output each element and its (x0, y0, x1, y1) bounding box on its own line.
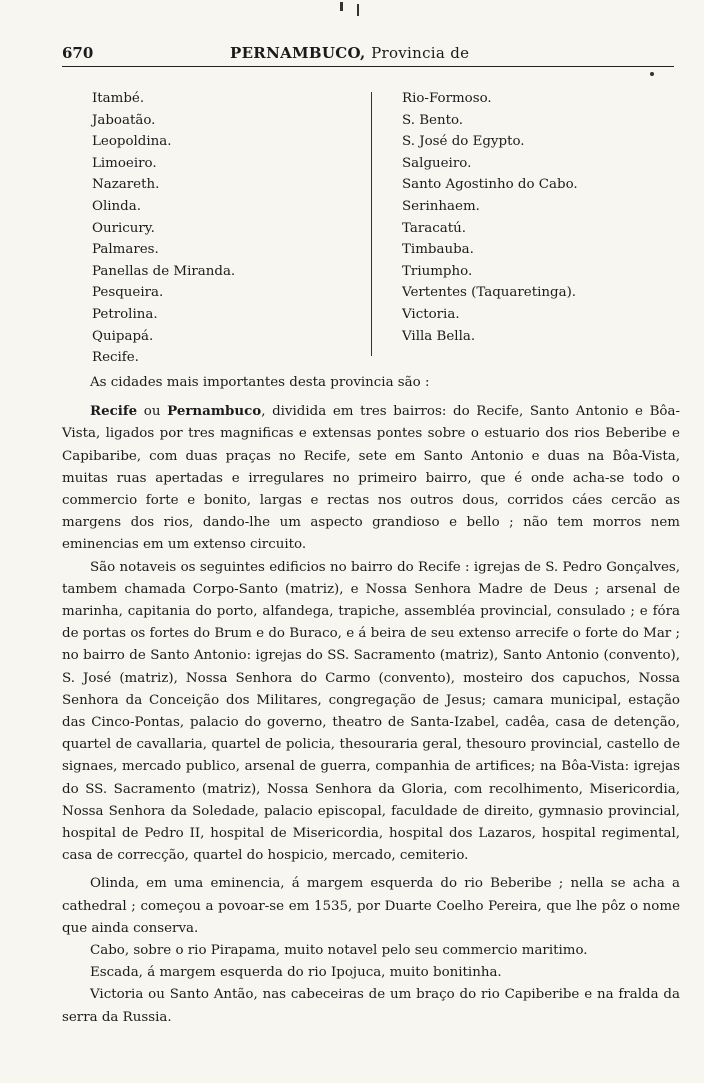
list-item: Panellas de Miranda. (92, 263, 236, 279)
list-item: Nazareth. (92, 177, 160, 193)
list-item: Triumpho. (402, 263, 473, 279)
victoria-paragraph: Victoria ou Santo Antão, nas cabeceiras de um braço do rio Capiberibe e na fralda da serra da Russia. (62, 987, 680, 1025)
recife-name: Recife (90, 403, 138, 420)
column-divider (371, 92, 372, 356)
town-list-right (402, 88, 682, 347)
page-header (62, 44, 672, 64)
town-list-left (92, 88, 362, 369)
body-text (62, 372, 680, 1029)
recife-or: ou (137, 404, 168, 420)
list-item: Serinhaem. (402, 198, 480, 214)
running-title-bold: PERNAMBUCO, (230, 44, 366, 62)
ink-speck (650, 72, 654, 76)
list-item: Taracatú. (402, 220, 467, 236)
pernambuco-name: Pernambuco (167, 403, 262, 420)
list-item: Victoria. (402, 306, 460, 322)
list-item: Itambé. (92, 91, 145, 106)
running-title (230, 44, 469, 62)
recife-paragraph (62, 400, 680, 556)
list-item: S. José do Egypto. (402, 134, 525, 150)
list-item: Limoeiro. (92, 155, 157, 171)
list-item: Palmares. (92, 242, 159, 258)
list-item: Quipapá. (92, 328, 154, 344)
header-rule (62, 66, 674, 67)
list-item: Santo Agostinho do Cabo. (402, 177, 578, 193)
list-item: Olinda. (92, 198, 141, 214)
cabo-paragraph: Cabo, sobre o rio Pirapama, muito notavel pelo seu commercio maritimo. (90, 943, 588, 959)
olinda-paragraph: Olinda, em uma eminencia, á margem esquerda do rio Beberibe ; nella se acha a cathedral ; começou a povoar-se em 1535, por Duarte Coelho Pereira, que lhe pôz o nome que ainda conserva. (62, 876, 680, 936)
list-item: Rio-Formoso. (402, 91, 492, 106)
list-item: Petrolina. (92, 306, 158, 322)
list-item: Ouricury. (92, 220, 155, 236)
list-item: Jaboatão. (92, 112, 156, 128)
page-number: 670 (62, 44, 94, 62)
edificios-paragraph: São notaveis os seguintes edificios no bairro do Recife : igrejas de S. Pedro Gonçalves, tambem chamada Corpo-Santo (matriz), e Nossa Senhora Madre de Deus ; arsenal de marinha, capitania do porto, alfandega, trapiche, assembléa provincial, consulado ; e fóra de portas os fortes do Brum e do Buraco, e á beira de seu extenso arrecife o forte do Mar ; no bairro de Santo Antonio: igrejas do SS. Sacramento (matriz), Santo Antonio (convento), S. José (matriz), Nossa Senhora do Carmo (convento), mosteiro dos capuchos, Nossa Senhora da Conceição dos Militares, congregação de Jesus; camara municipal, estação das Cinco-Pontas, palacio do governo, theatro de Santa-Izabel, cadêa, casa de detenção, quartel de cavallaria, quartel de policia, thesouraria geral, thesouro provincial, castello de signaes, mercado publico, arsenal de guerra, companhia de artifices; na Bôa-Vista: igrejas do SS. Sacramento (matriz), Nossa Senhora da Gloria, com recolhimento, Misericordia, Nossa Senhora da Soledade, palacio episcopal, faculdade de direito, gymnasio provincial, hospital de Pedro II, hospital de Misericordia, hospital dos Lazaros, hospital regimental, casa de correcção, quartel do hospicio, mercado, cemiterio. (62, 559, 680, 864)
list-item: Recife. (92, 350, 139, 366)
escada-paragraph: Escada, á margem esquerda do rio Ipojuca, muito bonitinha. (90, 965, 502, 981)
list-item: S. Bento. (402, 112, 464, 128)
running-title-plain: Provincia de (371, 44, 470, 62)
list-item: Pesqueira. (92, 285, 164, 301)
list-item: Leopoldina. (92, 134, 172, 150)
list-item: Vertentes (Taquaretinga). (402, 285, 577, 301)
list-item: Timbauba. (402, 242, 474, 258)
list-item: Salgueiro. (402, 155, 472, 171)
list-item: Villa Bella. (402, 328, 476, 344)
ink-speck (357, 4, 359, 16)
intro-paragraph: As cidades mais importantes desta provincia são : (90, 375, 430, 390)
recife-description: , dividida em tres bairros: do Recife, Santo Antonio e Bôa-Vista, ligados por tres magnificas e extensas pontes sobre o estuario dos rios Beberibe e Capibaribe, com duas praças no Recife, sete em Santo Antonio e duas na Bôa-Vista, muitas ruas apertadas e irregulares no primeiro bairro, que é onde acha-se todo o commercio forte e bonito, largas e rectas nos outros dous, corridos cáes cercão as margens dos rios, dando-lhe um aspecto grandioso e bello ; não tem morros nem eminencias em um extenso circuito. (62, 404, 680, 553)
ink-speck (340, 2, 343, 11)
